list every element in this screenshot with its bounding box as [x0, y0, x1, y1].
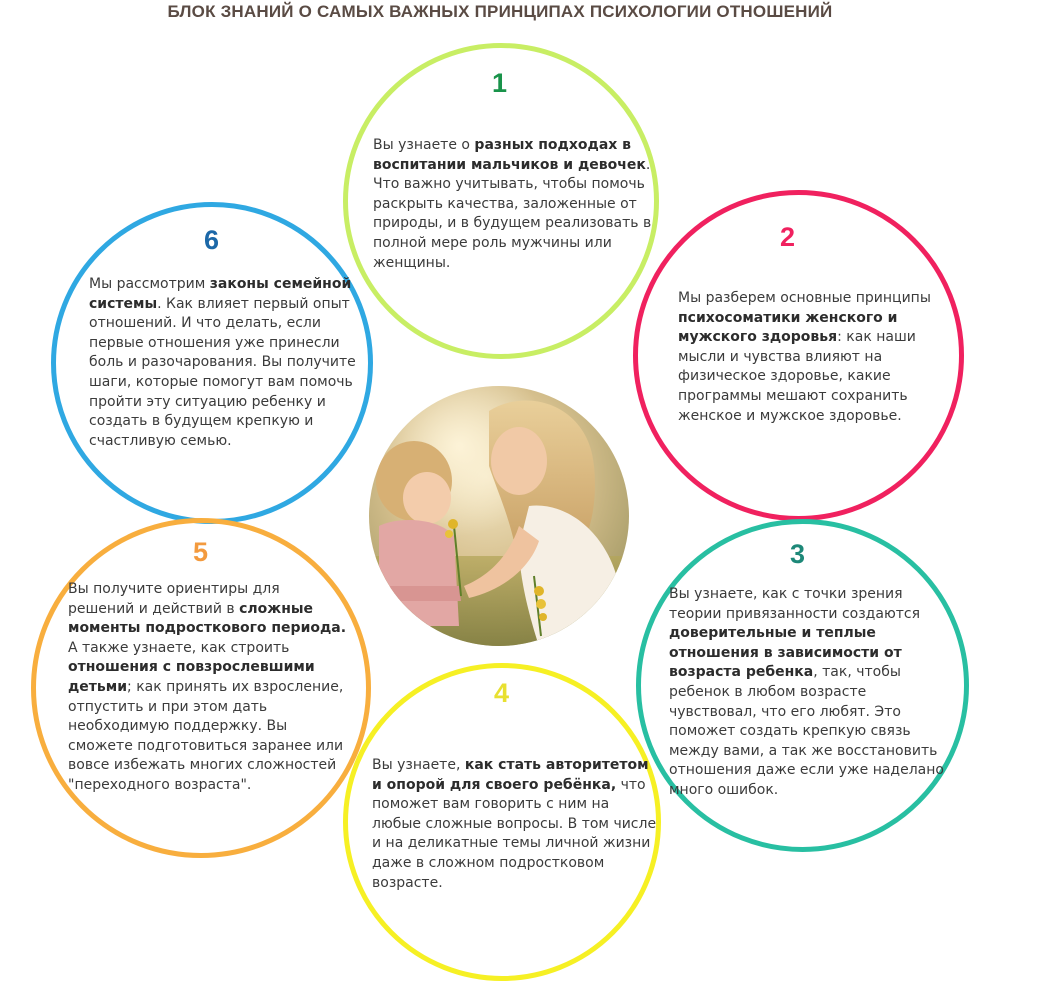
circle-4-number: 4	[494, 678, 510, 708]
circle-6-text: Мы рассмотрим законы семейной системы. Как влияет первый опыт отношений. И что делать, если первые отношения уже принесли боль и разочарования. Вы получите шаги, которые помогут вам помочь пройти эту ситуацию ребенку и создать в будущем крепкую и счастливую семью.	[89, 276, 356, 449]
circle-4-text: Вы узнаете, как стать авторитетом и опорой для своего ребёнка, что поможет вам говорить с ним на любые сложные вопросы. В том числе и на деликатные темы личной жизни даже в сложном подростковом возрасте.	[372, 757, 657, 891]
mother-daughter-photo	[369, 386, 629, 646]
circle-5-number: 5	[193, 537, 209, 567]
circle-5-text: Вы получите ориентиры для решений и действий в сложные моменты подросткового периода. А также узнаете, как строить отношения с повзрослевшими детьми; как принять их взросление, отпустить и при этом дать необходимую поддержку. Вы сможете подготовиться заранее или вовсе избежать многих сложностей "переходного возраста".	[68, 581, 347, 793]
photo-illustration	[369, 386, 629, 646]
circle-1-text: Вы узнаете о разных подходах в воспитании мальчиков и девочек. Что важно учитывать, чтобы помочь раскрыть качества, заложенные от природы, и в будущем реализовать в полной мере роль мужчины или женщины.	[373, 137, 652, 271]
circle-1-number: 1	[492, 68, 508, 98]
circle-2-text: Мы разберем основные принципы психосоматики женского и мужского здоровья: как наши мысли и чувства влияют на физическое здоровье, какие программы мешают сохранить женское и мужское здоровье.	[678, 290, 931, 424]
circle-2-number: 2	[780, 222, 796, 252]
page-title: БЛОК ЗНАНИЙ О САМЫХ ВАЖНЫХ ПРИНЦИПАХ ПСИХОЛОГИИ ОТНОШЕНИЙ	[167, 2, 833, 21]
circle-3-number: 3	[790, 539, 806, 569]
circle-6-number: 6	[204, 225, 220, 255]
circle-3-text: Вы узнаете, как с точки зрения теории привязанности создаются доверительные и теплые отношения в зависимости от возраста ребенка, так, чтобы ребенок в любом возрасте чувствовал, что его любят. Это поможет создать крепкую связь между вами, а так же восстановить отношения даже если уже наделано много ошибок.	[669, 586, 944, 798]
